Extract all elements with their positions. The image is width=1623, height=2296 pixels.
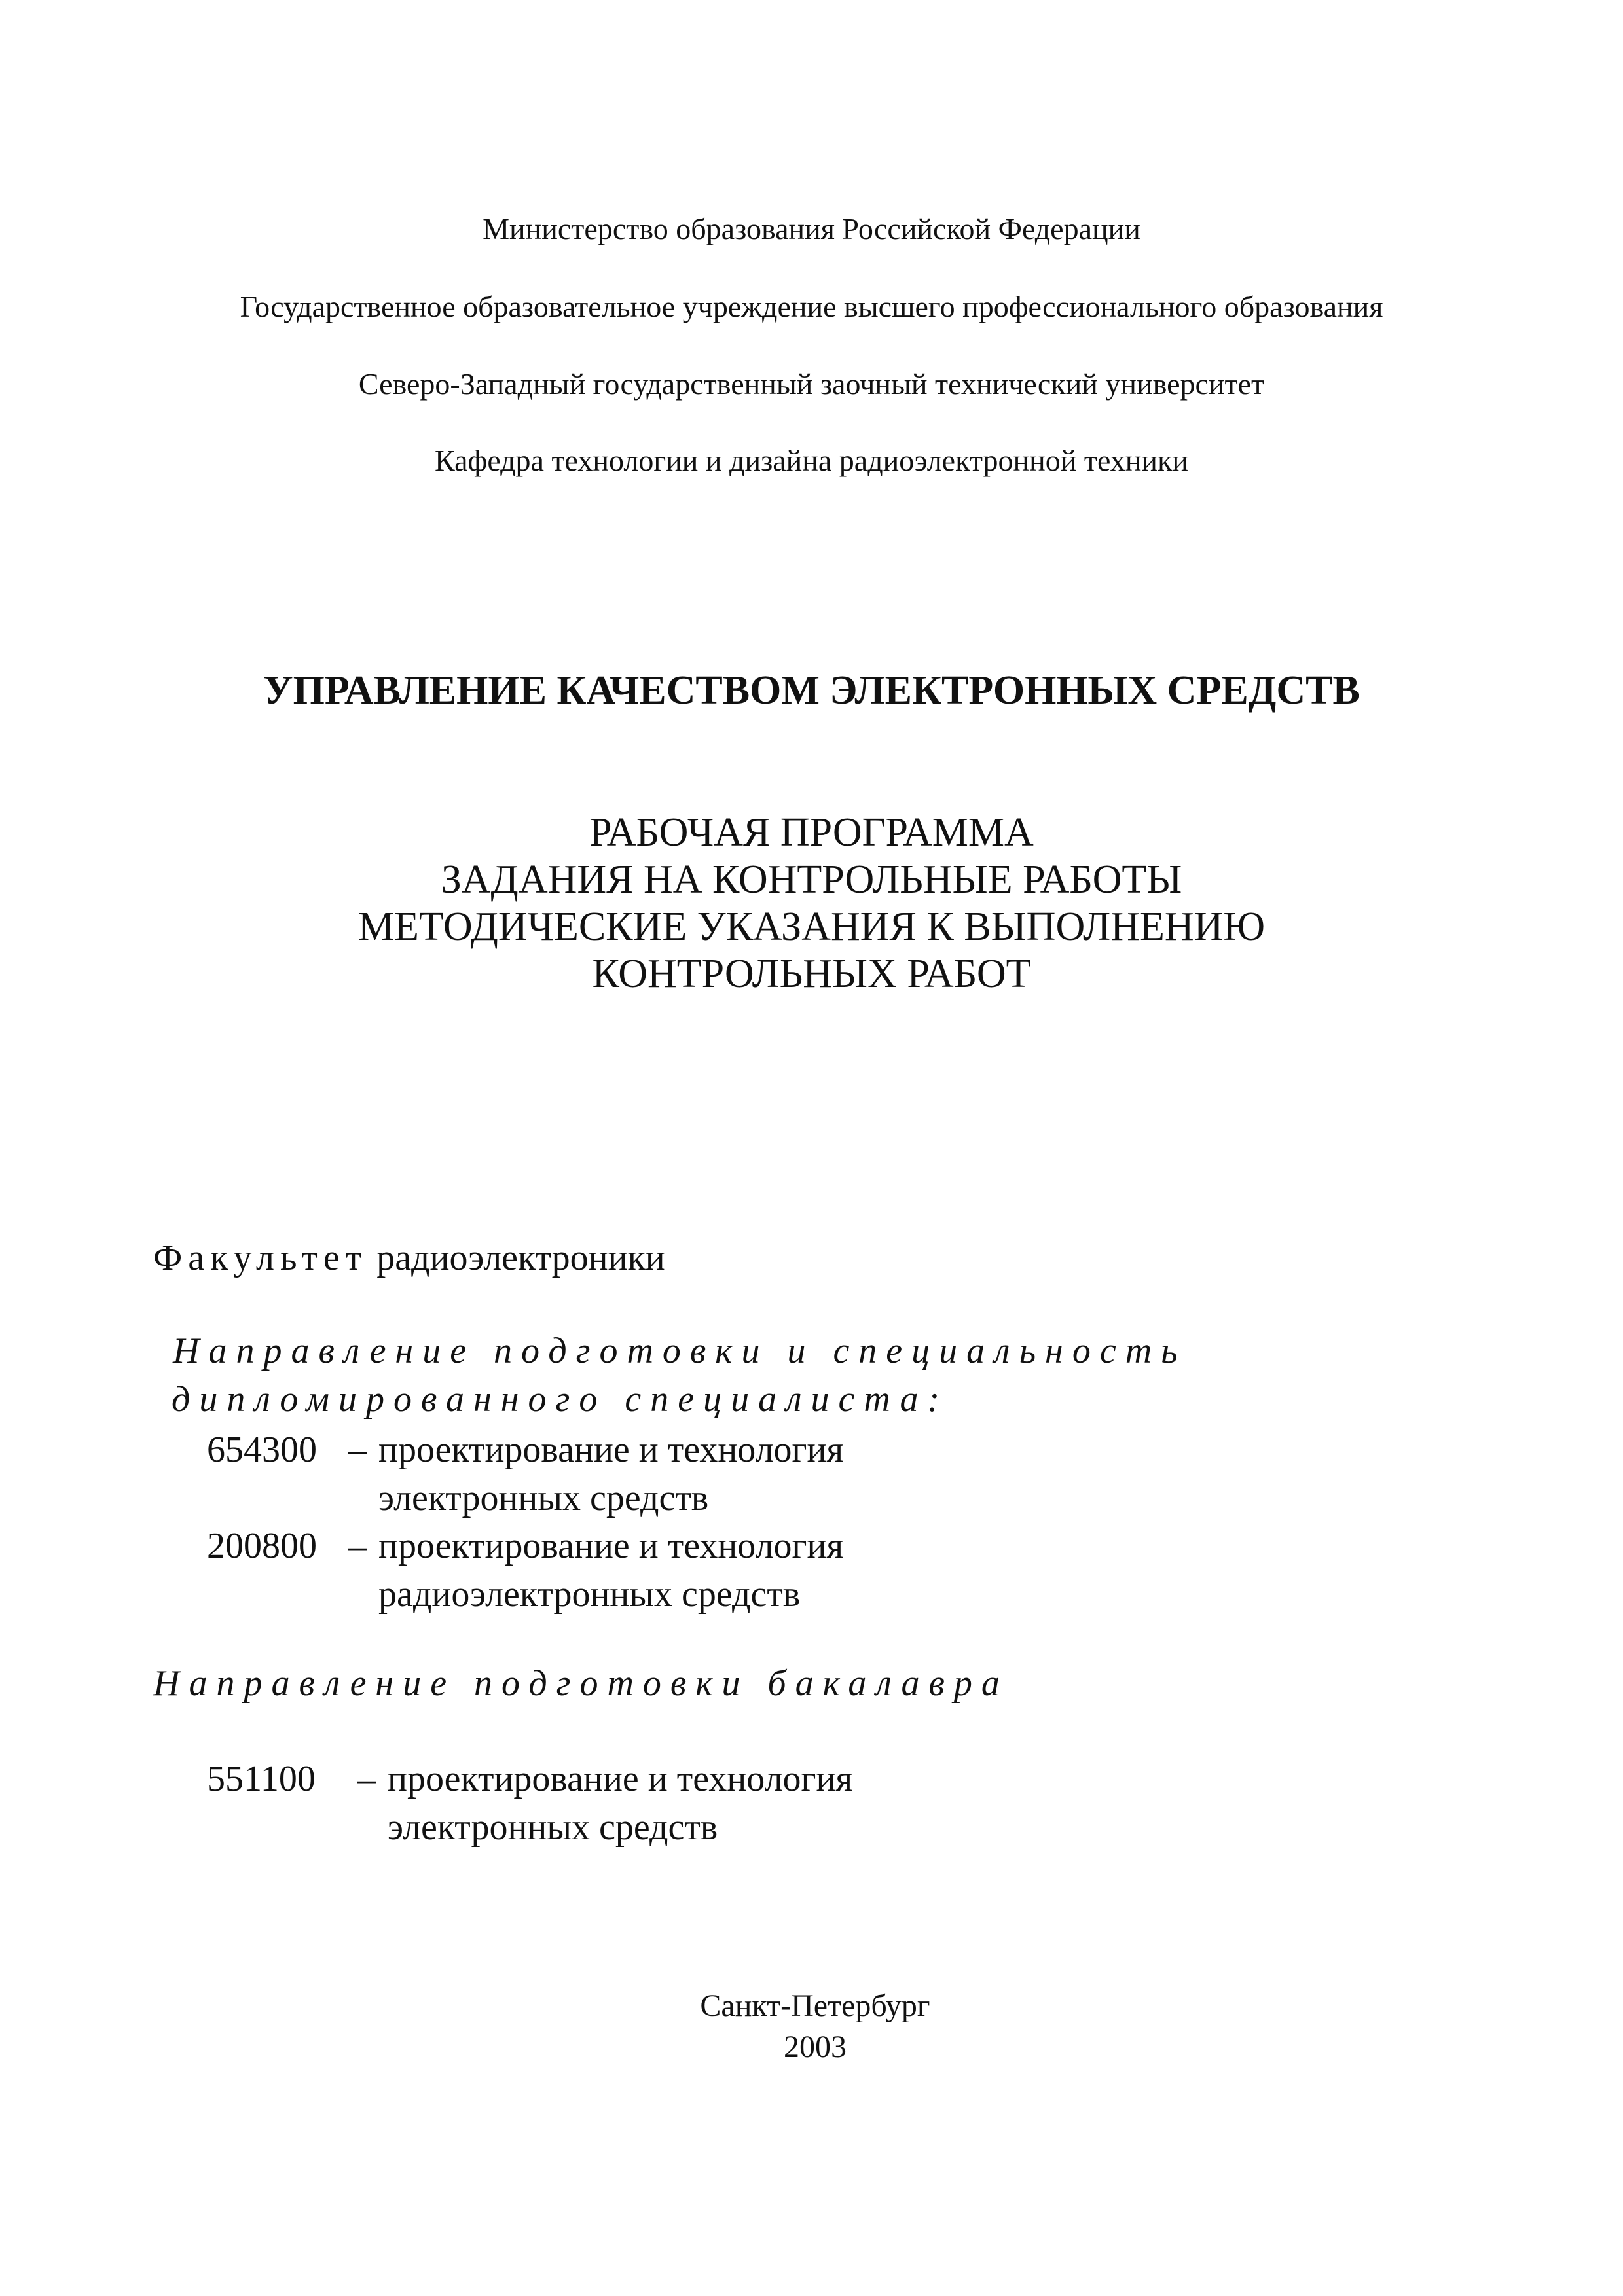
bachelor-desc-1-line-2: электронных средств: [388, 1807, 718, 1848]
subtitle-line-2: ЗАДАНИЯ НА КОНТРОЛЬНЫЕ РАБОТЫ: [441, 857, 1182, 902]
faculty-line: [153, 1237, 665, 1279]
specialist-code-2: 200800: [207, 1526, 317, 1566]
specialist-dash-2: –: [348, 1526, 367, 1566]
subtitle-line-3: МЕТОДИЧЕСКИЕ УКАЗАНИЯ К ВЫПОЛНЕНИЮ: [357, 905, 1266, 949]
ministry-line: Министерство образования Российской Федерации: [483, 212, 1140, 245]
department-line: Кафедра технологии и дизайна радиоэлектронной техники: [435, 444, 1188, 477]
bachelor-dash-1: –: [357, 1759, 376, 1799]
faculty-label: Факультет: [153, 1238, 368, 1278]
specialist-desc-2-line-1: проектирование и технология: [378, 1526, 844, 1566]
subtitle-line-4: КОНТРОЛЬНЫХ РАБОТ: [592, 952, 1031, 996]
specialist-heading-line-2: дипломированного специалиста:: [172, 1379, 949, 1420]
specialist-desc-1-line-1: проектирование и технология: [378, 1429, 844, 1470]
footer-year: 2003: [784, 2030, 847, 2064]
specialist-dash-1: –: [348, 1429, 367, 1470]
institution-type-line: Государственное образовательное учреждение высшего профессионального образования: [240, 290, 1383, 323]
specialist-code-1: 654300: [207, 1429, 317, 1470]
faculty-value: радиоэлектроники: [376, 1238, 665, 1278]
bachelor-code-1: 551100: [207, 1759, 316, 1799]
document-title: УПРАВЛЕНИЕ КАЧЕСТВОМ ЭЛЕКТРОННЫХ СРЕДСТВ: [263, 668, 1360, 713]
university-line: Северо-Западный государственный заочный технический университет: [358, 367, 1265, 401]
bachelor-heading: Направление подготовки бакалавра: [153, 1663, 1009, 1704]
footer-city: Санкт-Петербург: [700, 1988, 930, 2023]
bachelor-desc-1-line-1: проектирование и технология: [388, 1759, 853, 1799]
specialist-desc-1-line-2: электронных средств: [378, 1478, 709, 1518]
specialist-heading-line-1: Направление подготовки и специальность: [173, 1331, 1187, 1371]
specialist-desc-2-line-2: радиоэлектронных средств: [378, 1574, 801, 1615]
subtitle-line-1: РАБОЧАЯ ПРОГРАММА: [589, 810, 1034, 855]
